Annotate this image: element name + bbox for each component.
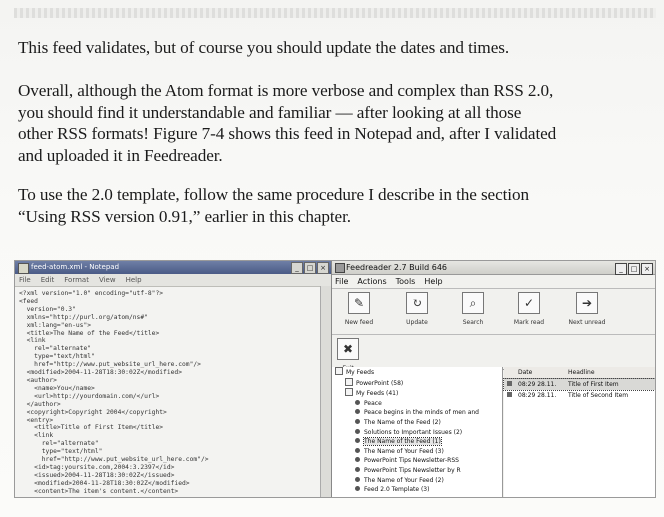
code-line: <url>http://yourdomain.com/</url> bbox=[19, 392, 160, 400]
tree-label: The Name of the Feed (2) bbox=[364, 418, 441, 426]
toolbar-label: Mark read bbox=[513, 319, 545, 326]
notepad-menu-item[interactable]: View bbox=[98, 276, 116, 284]
code-line: <feed bbox=[19, 297, 38, 305]
toolbar-label: Search bbox=[462, 319, 484, 326]
feedreader-menu-item[interactable]: Help bbox=[424, 277, 443, 286]
top-page-edge bbox=[14, 8, 656, 18]
toolbar-label: New feed bbox=[344, 319, 374, 326]
tree-folder[interactable] bbox=[332, 367, 502, 378]
feed-icon bbox=[355, 477, 360, 482]
toolbar-button-mark-read[interactable] bbox=[504, 292, 554, 326]
code-line: type="text/html" bbox=[19, 353, 95, 361]
tree-label: The Name of the Feed (1) bbox=[364, 438, 441, 446]
feedreader-menubar bbox=[332, 275, 655, 289]
list-item[interactable] bbox=[504, 390, 655, 401]
code-line: <title>The Name of the Feed</title> bbox=[19, 329, 160, 337]
code-line: rel="alternate" bbox=[19, 345, 92, 353]
tree-label: Peace begins in the minds of men and bbox=[364, 409, 479, 417]
folder-icon bbox=[335, 367, 343, 375]
code-line: href="http://www.put_website_url_here.com"/> bbox=[19, 456, 209, 464]
notepad-scrollbar[interactable] bbox=[320, 286, 331, 497]
toolbar-button-new-feed[interactable] bbox=[334, 292, 384, 326]
fr-close-button[interactable]: × bbox=[641, 263, 653, 275]
update-icon: ↻ bbox=[406, 292, 428, 314]
paragraph-template bbox=[18, 184, 658, 227]
code-line: <?xml version="1.0" encoding="utf-8"?> bbox=[19, 290, 164, 297]
code-line: <modified>2004-11-28T18:30:02Z</modified> bbox=[19, 369, 183, 377]
tree-label: Feed 2.0 Template (3) bbox=[364, 486, 430, 494]
text-line: This feed validates, but of course you should update the dates and times. bbox=[18, 38, 510, 57]
tree-label: PowerPoint Tips Newsletter by R bbox=[364, 466, 461, 474]
toolbar-label: Update bbox=[406, 319, 428, 326]
tree-label: Solutions to Important Issues (2) bbox=[364, 428, 463, 436]
notepad-menu-item[interactable]: Format bbox=[64, 276, 89, 284]
tree-label: The Name of Your Feed (2) bbox=[364, 476, 444, 484]
feed-tree bbox=[332, 367, 503, 497]
tree-feed[interactable] bbox=[332, 418, 502, 428]
tree-label: PowerPoint Tips Newsletter-RSS bbox=[364, 457, 459, 465]
item-icon bbox=[507, 392, 512, 397]
tree-feed[interactable] bbox=[332, 437, 502, 447]
exit-icon: ✖ bbox=[337, 338, 359, 360]
text-line: and uploaded it in Feedreader. bbox=[18, 145, 223, 165]
code-line: <modified>2004-11-28T18:30:02Z</modified> bbox=[19, 479, 190, 487]
code-line: version="0.3" bbox=[19, 305, 76, 313]
item-date: 08:29 28.11. bbox=[518, 392, 557, 399]
tree-label: Peace bbox=[364, 399, 382, 407]
feedreader-titlebar bbox=[332, 261, 655, 275]
code-line: <entry> bbox=[19, 416, 54, 424]
search-icon: ⌕ bbox=[462, 292, 484, 314]
code-line: <link bbox=[19, 432, 54, 440]
notepad-app-icon bbox=[18, 263, 29, 274]
notepad-titlebar bbox=[15, 261, 331, 274]
toolbar-label: Next unread bbox=[568, 319, 606, 326]
tree-feed[interactable] bbox=[332, 466, 502, 476]
folder-icon bbox=[345, 378, 353, 386]
tree-feed[interactable] bbox=[332, 476, 502, 486]
code-line: rel="alternate" bbox=[19, 440, 99, 448]
next-unread-icon: ➔ bbox=[576, 292, 598, 314]
tree-label: PowerPoint (58) bbox=[356, 379, 404, 387]
close-button[interactable]: × bbox=[317, 262, 329, 274]
notepad-text-area[interactable] bbox=[15, 287, 331, 496]
mark-read-icon: ✓ bbox=[518, 292, 540, 314]
column-headline[interactable]: Headline bbox=[568, 369, 595, 376]
code-line: </author> bbox=[19, 400, 61, 408]
code-line: type="text/html" bbox=[19, 448, 103, 456]
tree-folder[interactable] bbox=[332, 388, 502, 399]
code-line: href="http://www.put_website_url_here.com"/> bbox=[19, 361, 201, 369]
fr-minimize-button[interactable]: _ bbox=[615, 263, 627, 275]
feedreader-panes bbox=[332, 367, 655, 497]
feedreader-title: Feedreader 2.7 Build 646 bbox=[346, 263, 448, 272]
list-header bbox=[504, 367, 655, 379]
feedreader-menu-item[interactable]: Tools bbox=[395, 277, 416, 286]
item-date: 08:29 28.11. bbox=[518, 381, 557, 388]
code-line: <id>tag:yoursite.com,2004:3.2397</id> bbox=[19, 463, 175, 471]
feed-icon bbox=[355, 438, 360, 443]
item-icon bbox=[507, 381, 512, 386]
feedreader-menu-item[interactable]: Actions bbox=[357, 277, 387, 286]
tree-folder[interactable] bbox=[332, 378, 502, 389]
text-line: you should find it understandable and familiar — after looking at all those bbox=[18, 102, 522, 122]
text-line: To use the 2.0 template, follow the same procedure I describe in the section bbox=[18, 185, 529, 204]
code-line: xml:lang="en-us"> bbox=[19, 321, 92, 329]
tree-label: My Feeds bbox=[346, 369, 375, 376]
notepad-title: feed-atom.xml - Notepad bbox=[31, 263, 120, 271]
column-date[interactable]: Date bbox=[518, 369, 533, 376]
code-line: <author> bbox=[19, 376, 57, 384]
code-line: <name>You</name> bbox=[19, 384, 95, 392]
notepad-menu-item[interactable]: Help bbox=[125, 276, 142, 284]
toolbar-button-next-unread[interactable] bbox=[562, 292, 612, 326]
tree-label: The Name of Your Feed (3) bbox=[364, 447, 444, 455]
text-line: other RSS formats! Figure 7-4 shows this feed in Notepad and, after I validated bbox=[18, 124, 557, 143]
exit-bar bbox=[332, 335, 655, 370]
item-list bbox=[504, 367, 655, 497]
code-line: xmlns="http://purl.org/atom/ns#" bbox=[19, 313, 148, 321]
paragraph-validates bbox=[18, 37, 658, 59]
code-line: <link bbox=[19, 337, 46, 345]
feed-icon bbox=[355, 400, 360, 405]
feed-icon bbox=[355, 448, 360, 453]
notepad-menubar bbox=[15, 274, 331, 287]
feedreader-toolbar bbox=[332, 289, 655, 335]
tree-feed[interactable] bbox=[332, 428, 502, 438]
feed-icon bbox=[355, 429, 360, 434]
tree-feed[interactable] bbox=[332, 408, 502, 418]
tree-feed[interactable] bbox=[332, 456, 502, 466]
maximize-button[interactable]: □ bbox=[304, 262, 316, 274]
tree-label: My Feeds (41) bbox=[356, 390, 399, 398]
feed-icon bbox=[355, 467, 360, 472]
tree-feed[interactable] bbox=[332, 399, 502, 409]
feed-icon bbox=[355, 486, 360, 491]
code-line: <copyright>Copyright 2004</copyright> bbox=[19, 408, 167, 416]
code-line: <content>The item's content.</content> bbox=[19, 487, 179, 495]
tree-feed[interactable] bbox=[332, 447, 502, 457]
folder-icon bbox=[345, 388, 353, 396]
feedreader-menu-item[interactable]: File bbox=[335, 277, 349, 286]
item-headline: Title of Second Item bbox=[568, 392, 629, 399]
toolbar-button-update[interactable] bbox=[392, 292, 442, 326]
tree-feed[interactable] bbox=[332, 485, 502, 495]
list-item[interactable] bbox=[504, 379, 655, 390]
figure-screenshot bbox=[14, 260, 656, 498]
notepad-menu-item[interactable]: File bbox=[19, 276, 31, 284]
item-headline: Title of First Item bbox=[568, 381, 619, 388]
toolbar-button-search[interactable] bbox=[448, 292, 498, 326]
feedreader-window bbox=[332, 261, 655, 497]
code-line: <issued>2004-11-28T18:30:02Z</issued> bbox=[19, 471, 175, 479]
feed-icon bbox=[355, 457, 360, 462]
code-line: <title>Title of First Item</title> bbox=[19, 424, 164, 432]
minimize-button[interactable]: _ bbox=[291, 262, 303, 274]
feed-icon bbox=[355, 419, 360, 424]
text-line: “Using RSS version 0.91,” earlier in this chapter. bbox=[18, 206, 351, 226]
notepad-menu-item[interactable]: Edit bbox=[40, 276, 55, 284]
feedreader-app-icon bbox=[335, 263, 345, 273]
text-line: Overall, although the Atom format is more verbose and complex than RSS 2.0, bbox=[18, 81, 554, 100]
paragraph-overall bbox=[18, 80, 658, 166]
notepad-window bbox=[15, 261, 332, 497]
new-feed-icon: ✎ bbox=[348, 292, 370, 314]
fr-maximize-button[interactable]: □ bbox=[628, 263, 640, 275]
feed-icon bbox=[355, 409, 360, 414]
